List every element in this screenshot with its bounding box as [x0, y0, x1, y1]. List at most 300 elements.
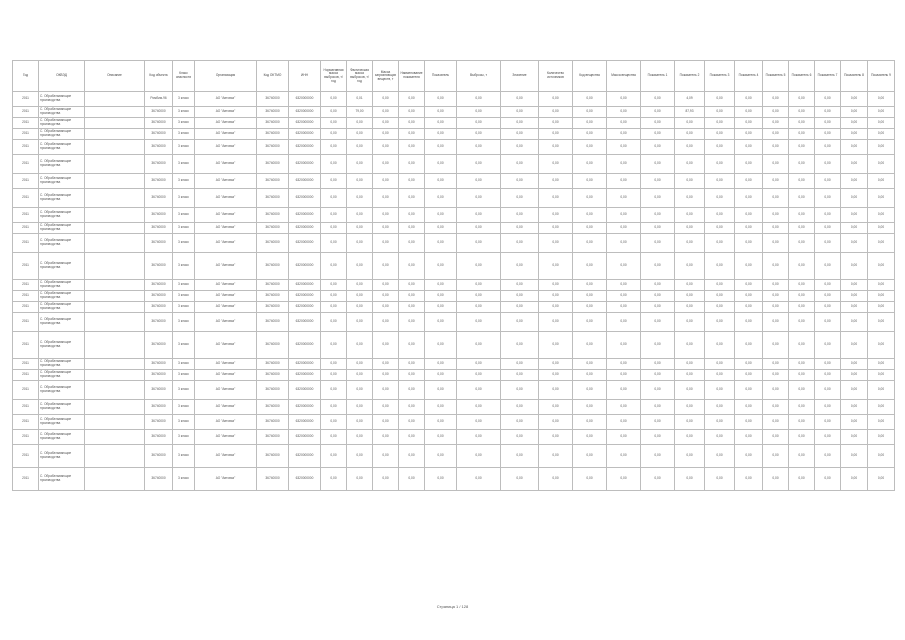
- table-cell: 4,09: [675, 92, 705, 107]
- table-cell: 36740000: [257, 140, 289, 155]
- table-cell: 0,00: [789, 140, 815, 155]
- table-cell: 0,00: [815, 155, 841, 174]
- table-cell: 0,00: [501, 400, 539, 415]
- table-cell: 0,00: [705, 92, 735, 107]
- table-cell: 0,00: [641, 140, 675, 155]
- table-cell: 0,00: [399, 107, 425, 118]
- table-cell: 0,00: [868, 370, 895, 381]
- table-cell: С. Обрабатывающие производства: [39, 253, 85, 280]
- table-cell: 0,00: [501, 280, 539, 291]
- table-cell: 0,00: [321, 189, 347, 208]
- table-cell: 0,00: [675, 234, 705, 253]
- table-cell: [85, 92, 145, 107]
- table-cell: 0,00: [573, 280, 607, 291]
- table-cell: 6320000000: [289, 189, 321, 208]
- table-cell: 36740000: [145, 280, 173, 291]
- table-cell: 36740000: [257, 208, 289, 223]
- table-cell: 0,00: [705, 234, 735, 253]
- table-cell: 0,00: [425, 223, 457, 234]
- table-cell: 6320000000: [289, 174, 321, 189]
- table-cell: 3 класс: [173, 445, 195, 468]
- table-cell: 0,00: [539, 468, 573, 491]
- table-cell: 0,00: [539, 189, 573, 208]
- table-cell: 0,00: [841, 445, 868, 468]
- table-cell: 0,00: [763, 253, 789, 280]
- table-cell: С. Обрабатывающие производства: [39, 400, 85, 415]
- table-cell: 0,00: [399, 234, 425, 253]
- table-cell: 0,00: [501, 291, 539, 302]
- table-cell: 3 класс: [173, 400, 195, 415]
- table-cell: 3 класс: [173, 359, 195, 370]
- table-cell: 0,00: [735, 302, 763, 313]
- table-cell: 36740000: [145, 445, 173, 468]
- table-cell: АО "Автоваз": [195, 430, 257, 445]
- table-cell: 0,00: [868, 107, 895, 118]
- table-cell: 0,00: [789, 445, 815, 468]
- table-cell: 0,00: [763, 291, 789, 302]
- table-cell: 0,00: [641, 359, 675, 370]
- table-cell: 0,00: [539, 313, 573, 332]
- table-cell: 0,00: [425, 291, 457, 302]
- table-cell: 0,00: [573, 381, 607, 400]
- table-cell: 0,00: [641, 129, 675, 140]
- table-cell: 0,00: [573, 234, 607, 253]
- table-row: [13, 129, 895, 140]
- table-cell: 0,00: [789, 107, 815, 118]
- table-cell: 0,00: [539, 332, 573, 359]
- table-cell: 0,00: [501, 430, 539, 445]
- table-cell: [85, 302, 145, 313]
- data-table: [12, 60, 895, 491]
- table-cell: АО "Автоваз": [195, 155, 257, 174]
- table-cell: 6320000000: [289, 234, 321, 253]
- table-cell: 0,00: [789, 174, 815, 189]
- table-cell: АО "Автоваз": [195, 359, 257, 370]
- table-cell: 0,00: [675, 118, 705, 129]
- table-cell: 3 класс: [173, 415, 195, 430]
- table-cell: 0,00: [373, 415, 399, 430]
- table-cell: 0,00: [347, 189, 373, 208]
- table-cell: 0,00: [373, 381, 399, 400]
- table-cell: 0,00: [641, 381, 675, 400]
- table-cell: 0,00: [425, 381, 457, 400]
- table-cell: 0,00: [641, 370, 675, 381]
- table-cell: 87,93: [675, 107, 705, 118]
- table-cell: 0,00: [501, 189, 539, 208]
- table-cell: С. Обрабатывающие производства: [39, 430, 85, 445]
- table-cell: 0,00: [321, 359, 347, 370]
- table-cell: 0,00: [399, 118, 425, 129]
- table-cell: 2011: [13, 415, 39, 430]
- table-cell: 0,00: [763, 381, 789, 400]
- table-cell: 0,00: [425, 302, 457, 313]
- table-cell: 0,00: [399, 223, 425, 234]
- table-cell: 3 класс: [173, 189, 195, 208]
- column-header: ОКВЭД: [39, 61, 85, 92]
- table-cell: 0,00: [399, 400, 425, 415]
- table-cell: 0,00: [399, 302, 425, 313]
- table-cell: 0,00: [607, 92, 641, 107]
- table-cell: 0,00: [705, 381, 735, 400]
- table-cell: 36740000: [145, 253, 173, 280]
- table-cell: [85, 208, 145, 223]
- column-header: Код вещества: [573, 61, 607, 92]
- table-row: [13, 415, 895, 430]
- table-cell: АО "Автоваз": [195, 174, 257, 189]
- table-cell: 0,00: [373, 92, 399, 107]
- table-cell: 0,00: [675, 468, 705, 491]
- table-cell: 0,00: [641, 253, 675, 280]
- table-cell: 0,00: [815, 189, 841, 208]
- table-cell: 0,00: [373, 118, 399, 129]
- table-row: [13, 400, 895, 415]
- column-header: Показатель: [425, 61, 457, 92]
- table-cell: 0,00: [841, 370, 868, 381]
- column-header: Фактическая масса выбросов, т/год: [347, 61, 373, 92]
- table-cell: 0,00: [705, 291, 735, 302]
- table-row: [13, 155, 895, 174]
- table-cell: С. Обрабатывающие производства: [39, 208, 85, 223]
- table-cell: 0,00: [641, 430, 675, 445]
- table-cell: 0,00: [735, 430, 763, 445]
- table-row: [13, 332, 895, 359]
- table-cell: АО "Автоваз": [195, 129, 257, 140]
- table-cell: 0,00: [868, 189, 895, 208]
- table-cell: 0,00: [347, 155, 373, 174]
- table-cell: 0,00: [641, 92, 675, 107]
- table-cell: С. Обрабатывающие производства: [39, 234, 85, 253]
- column-header: Наименование показателя: [399, 61, 425, 92]
- table-cell: 0,00: [607, 129, 641, 140]
- table-cell: АО "Автоваз": [195, 400, 257, 415]
- table-cell: 36740000: [145, 359, 173, 370]
- table-cell: 0,00: [641, 313, 675, 332]
- table-cell: 0,00: [868, 223, 895, 234]
- table-cell: 3 класс: [173, 174, 195, 189]
- table-cell: 0,00: [501, 118, 539, 129]
- table-cell: 0,00: [607, 208, 641, 223]
- table-cell: 0,00: [573, 107, 607, 118]
- table-cell: 3 класс: [173, 381, 195, 400]
- table-cell: 0,00: [789, 313, 815, 332]
- table-cell: 0,00: [789, 381, 815, 400]
- table-cell: АО "Автоваз": [195, 332, 257, 359]
- table-cell: 0,00: [321, 118, 347, 129]
- table-cell: 2011: [13, 155, 39, 174]
- table-cell: С. Обрабатывающие производства: [39, 107, 85, 118]
- table-cell: 0,00: [573, 430, 607, 445]
- table-cell: 0,00: [841, 253, 868, 280]
- table-cell: 0,00: [641, 400, 675, 415]
- table-cell: 0,00: [841, 430, 868, 445]
- table-cell: 0,00: [321, 332, 347, 359]
- column-header: Код объекта: [145, 61, 173, 92]
- table-cell: 0,00: [815, 253, 841, 280]
- table-cell: 0,00: [789, 370, 815, 381]
- table-cell: 2011: [13, 370, 39, 381]
- table-cell: Ромбим-96: [145, 92, 173, 107]
- table-row: [13, 140, 895, 155]
- table-cell: 36740000: [145, 400, 173, 415]
- table-cell: [85, 118, 145, 129]
- table-cell: 0,00: [841, 140, 868, 155]
- table-cell: 0,00: [573, 468, 607, 491]
- table-cell: 3 класс: [173, 253, 195, 280]
- table-cell: 0,00: [789, 400, 815, 415]
- table-cell: 0,00: [789, 208, 815, 223]
- table-cell: [85, 313, 145, 332]
- table-cell: 0,00: [763, 359, 789, 370]
- table-cell: 0,00: [457, 430, 501, 445]
- table-cell: 0,00: [373, 430, 399, 445]
- table-cell: 0,00: [705, 445, 735, 468]
- table-cell: 0,00: [868, 234, 895, 253]
- table-cell: 36740000: [145, 415, 173, 430]
- table-row: [13, 280, 895, 291]
- table-cell: С. Обрабатывающие производства: [39, 140, 85, 155]
- column-header: ИНН: [289, 61, 321, 92]
- table-cell: 0,00: [457, 223, 501, 234]
- table-cell: АО "Автоваз": [195, 253, 257, 280]
- table-cell: [85, 129, 145, 140]
- table-cell: 0,00: [425, 313, 457, 332]
- table-cell: 36740000: [145, 155, 173, 174]
- table-cell: 0,00: [321, 107, 347, 118]
- table-cell: 0,00: [347, 223, 373, 234]
- table-cell: 0,00: [457, 381, 501, 400]
- column-header: Значение: [501, 61, 539, 92]
- table-cell: 0,00: [347, 415, 373, 430]
- table-cell: 0,00: [735, 313, 763, 332]
- table-cell: 0,00: [841, 291, 868, 302]
- table-cell: 0,00: [815, 291, 841, 302]
- table-cell: 3 класс: [173, 234, 195, 253]
- table-cell: 0,00: [425, 155, 457, 174]
- table-cell: 0,00: [321, 253, 347, 280]
- table-cell: 0,00: [815, 468, 841, 491]
- table-cell: 0,00: [607, 445, 641, 468]
- table-cell: 36740000: [145, 140, 173, 155]
- table-cell: 0,00: [841, 155, 868, 174]
- table-cell: 0,00: [425, 107, 457, 118]
- table-cell: 0,00: [321, 129, 347, 140]
- table-cell: 0,00: [705, 400, 735, 415]
- table-cell: 3 класс: [173, 155, 195, 174]
- table-cell: 0,00: [763, 140, 789, 155]
- table-cell: 0,00: [425, 189, 457, 208]
- table-cell: АО "Автоваз": [195, 445, 257, 468]
- table-cell: 0,00: [607, 107, 641, 118]
- table-cell: 0,00: [815, 208, 841, 223]
- table-cell: 0,00: [373, 253, 399, 280]
- table-cell: 2011: [13, 302, 39, 313]
- table-cell: 0,00: [573, 208, 607, 223]
- table-cell: 0,00: [763, 280, 789, 291]
- table-cell: 0,00: [373, 107, 399, 118]
- table-cell: 6320000000: [289, 291, 321, 302]
- table-cell: 0,00: [539, 234, 573, 253]
- table-cell: 0,00: [607, 468, 641, 491]
- table-cell: 0,00: [501, 415, 539, 430]
- table-cell: 0,00: [539, 155, 573, 174]
- table-cell: 0,00: [373, 445, 399, 468]
- table-cell: 0,00: [457, 92, 501, 107]
- table-cell: 0,00: [501, 140, 539, 155]
- table-cell: 36740000: [145, 208, 173, 223]
- table-cell: С. Обрабатывающие производства: [39, 381, 85, 400]
- table-cell: 36740000: [145, 234, 173, 253]
- table-cell: 0,00: [675, 381, 705, 400]
- table-cell: 0,00: [868, 445, 895, 468]
- table-cell: 3 класс: [173, 129, 195, 140]
- table-cell: 0,00: [815, 332, 841, 359]
- table-cell: 2011: [13, 430, 39, 445]
- table-row: [13, 118, 895, 129]
- table-cell: 0,00: [399, 189, 425, 208]
- table-cell: 36740000: [145, 189, 173, 208]
- table-cell: 0,00: [321, 468, 347, 491]
- table-cell: АО "Автоваз": [195, 302, 257, 313]
- table-cell: 0,00: [539, 445, 573, 468]
- table-cell: 0,00: [641, 174, 675, 189]
- table-cell: 0,00: [457, 140, 501, 155]
- table-cell: 2011: [13, 313, 39, 332]
- table-cell: 36740000: [257, 223, 289, 234]
- table-cell: 0,00: [573, 223, 607, 234]
- table-row: [13, 189, 895, 208]
- table-cell: 0,00: [347, 291, 373, 302]
- table-cell: 0,00: [815, 92, 841, 107]
- table-cell: 0,00: [425, 253, 457, 280]
- table-cell: С. Обрабатывающие производства: [39, 445, 85, 468]
- column-header: Показатель 9: [868, 61, 895, 92]
- table-cell: 0,00: [815, 223, 841, 234]
- table-cell: 0,00: [573, 332, 607, 359]
- table-cell: 0,00: [815, 107, 841, 118]
- table-cell: 36740000: [257, 234, 289, 253]
- table-cell: 0,00: [457, 253, 501, 280]
- table-cell: 6320000000: [289, 415, 321, 430]
- table-cell: 0,00: [457, 302, 501, 313]
- table-cell: 0,00: [675, 129, 705, 140]
- table-cell: АО "Автоваз": [195, 280, 257, 291]
- table-row: [13, 430, 895, 445]
- table-cell: 0,00: [641, 302, 675, 313]
- table-cell: 0,00: [373, 208, 399, 223]
- table-row: [13, 445, 895, 468]
- table-cell: 0,00: [841, 189, 868, 208]
- table-cell: 6320000000: [289, 359, 321, 370]
- table-cell: 0,00: [539, 381, 573, 400]
- table-cell: 0,00: [763, 92, 789, 107]
- table-cell: 0,00: [425, 118, 457, 129]
- table-cell: 0,00: [607, 223, 641, 234]
- table-cell: 0,00: [373, 189, 399, 208]
- table-cell: 0,00: [573, 155, 607, 174]
- table-cell: 0,00: [457, 359, 501, 370]
- table-cell: 0,00: [735, 332, 763, 359]
- table-cell: 0,00: [425, 234, 457, 253]
- table-cell: 0,00: [457, 468, 501, 491]
- table-cell: 0,00: [789, 415, 815, 430]
- table-cell: 0,00: [675, 253, 705, 280]
- table-cell: 6320000000: [289, 381, 321, 400]
- table-cell: [85, 381, 145, 400]
- table-cell: 6320000000: [289, 430, 321, 445]
- table-cell: 0,00: [841, 415, 868, 430]
- table-cell: 0,00: [373, 223, 399, 234]
- table-cell: 0,00: [815, 313, 841, 332]
- table-cell: 0,00: [705, 430, 735, 445]
- table-cell: 0,00: [789, 280, 815, 291]
- table-cell: 6320000000: [289, 313, 321, 332]
- table-cell: 0,00: [763, 174, 789, 189]
- table-cell: 0,00: [763, 445, 789, 468]
- table-cell: 3 класс: [173, 223, 195, 234]
- table-cell: 0,00: [501, 234, 539, 253]
- table-cell: [85, 445, 145, 468]
- table-cell: 0,00: [373, 359, 399, 370]
- table-cell: 0,00: [841, 107, 868, 118]
- table-cell: 2011: [13, 92, 39, 107]
- table-cell: АО "Автоваз": [195, 381, 257, 400]
- table-cell: 0,00: [501, 155, 539, 174]
- table-cell: [85, 415, 145, 430]
- table-cell: 2011: [13, 189, 39, 208]
- table-cell: [85, 174, 145, 189]
- table-cell: 0,00: [675, 313, 705, 332]
- table-cell: 0,00: [735, 468, 763, 491]
- table-cell: 0,00: [607, 400, 641, 415]
- table-cell: 36740000: [145, 129, 173, 140]
- table-cell: 0,00: [868, 280, 895, 291]
- table-cell: 0,00: [815, 359, 841, 370]
- table-cell: 0,00: [321, 234, 347, 253]
- table-cell: 36740000: [257, 129, 289, 140]
- table-cell: 2011: [13, 118, 39, 129]
- table-cell: С. Обрабатывающие производства: [39, 291, 85, 302]
- table-cell: 0,00: [641, 189, 675, 208]
- table-cell: 0,00: [425, 468, 457, 491]
- table-cell: 6320000000: [289, 400, 321, 415]
- table-cell: [85, 280, 145, 291]
- table-cell: 0,00: [641, 223, 675, 234]
- table-cell: 0,00: [425, 400, 457, 415]
- table-cell: 6320000000: [289, 445, 321, 468]
- table-cell: 0,00: [868, 415, 895, 430]
- table-header-row: [13, 61, 895, 92]
- table-cell: 79,00: [347, 107, 373, 118]
- table-cell: 3 класс: [173, 280, 195, 291]
- table-cell: 0,00: [501, 129, 539, 140]
- table-cell: С. Обрабатывающие производства: [39, 280, 85, 291]
- table-row: [13, 107, 895, 118]
- table-cell: 0,00: [705, 223, 735, 234]
- table-cell: 0,00: [789, 234, 815, 253]
- table-cell: 0,00: [573, 370, 607, 381]
- table-cell: [85, 223, 145, 234]
- table-cell: 0,00: [501, 223, 539, 234]
- table-row: [13, 381, 895, 400]
- table-cell: 0,00: [735, 129, 763, 140]
- column-header: Показатель 5: [763, 61, 789, 92]
- table-cell: 36740000: [257, 189, 289, 208]
- table-cell: 0,00: [868, 174, 895, 189]
- table-cell: 0,00: [815, 302, 841, 313]
- table-cell: 0,00: [641, 468, 675, 491]
- table-cell: 36740000: [257, 291, 289, 302]
- table-cell: 6320000000: [289, 253, 321, 280]
